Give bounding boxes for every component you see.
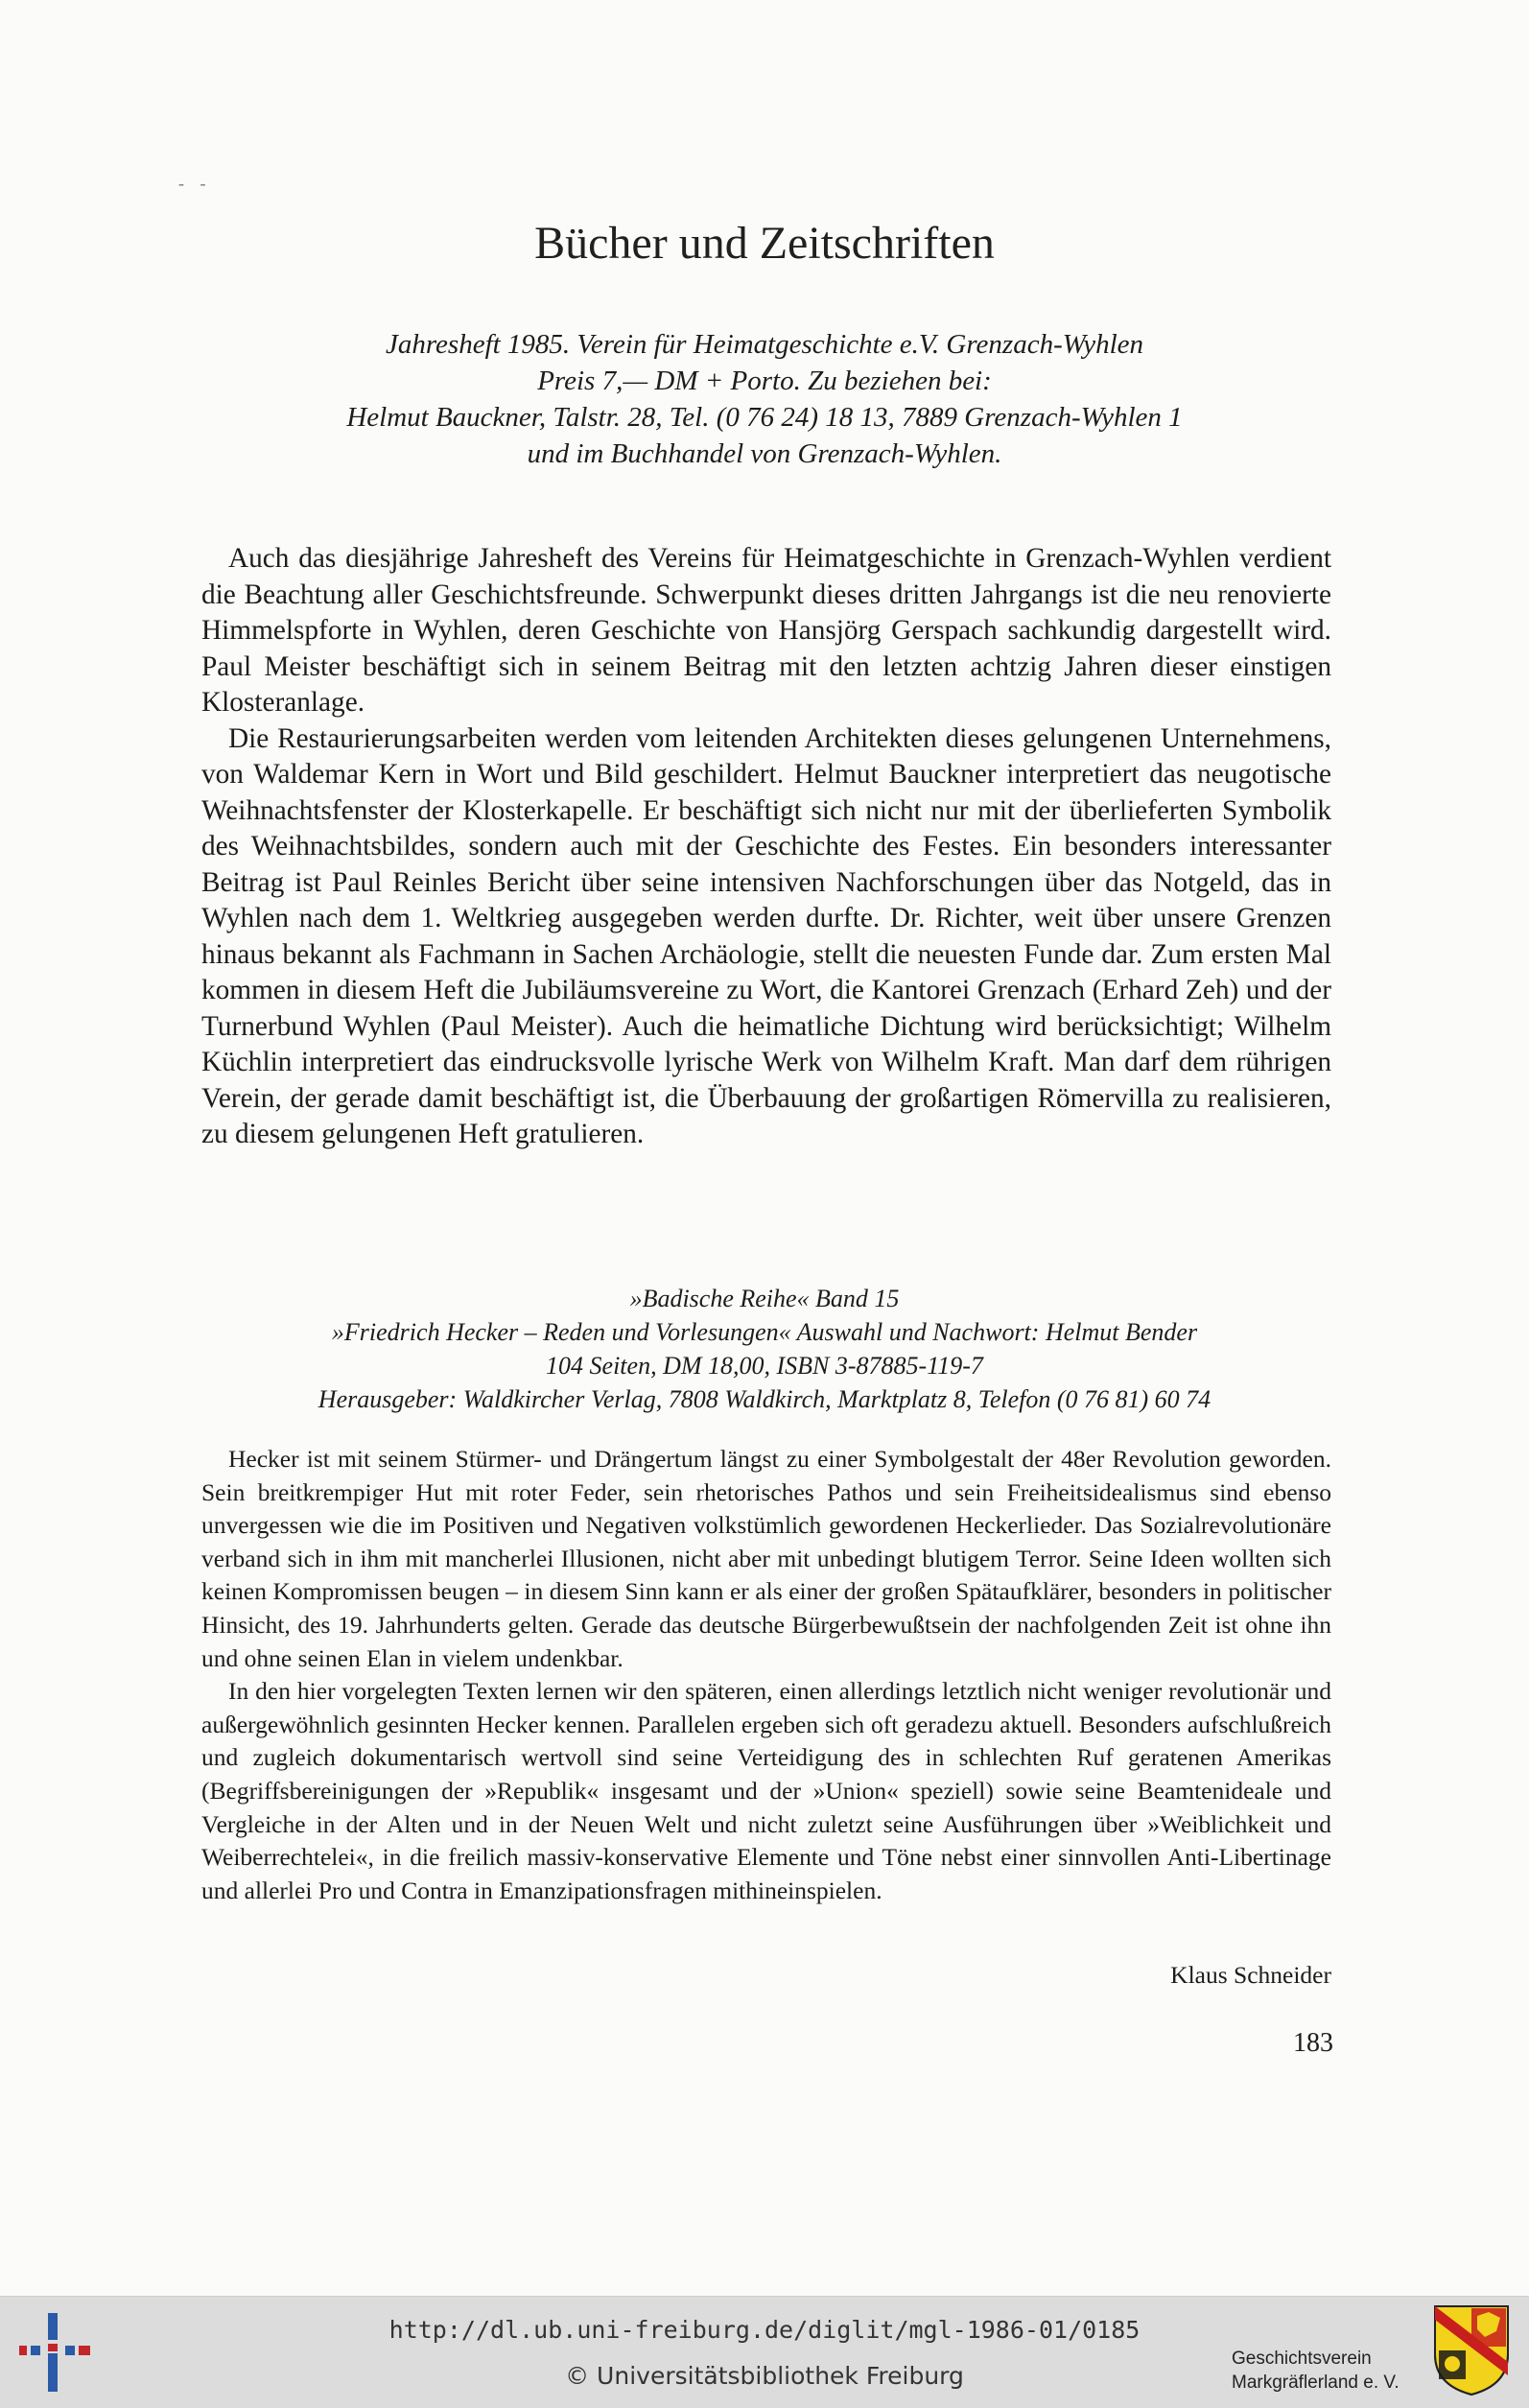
page-number: 183 — [1293, 2028, 1333, 2058]
review2-ref-line: 104 Seiten, DM 18,00, ISBN 3-87885-119-7 — [546, 1352, 983, 1380]
society-line: Markgräflerland e. V. — [1232, 2373, 1400, 2393]
review1-body — [201, 541, 1331, 1153]
society-name — [1232, 2347, 1400, 2395]
review2-ref-line: Herausgeber: Waldkircher Verlag, 7808 Waldkirch, Marktplatz 8, Telefon (0 76 81) 60 74 — [318, 1385, 1211, 1413]
society-line: Geschichtsverein — [1232, 2349, 1372, 2369]
footer-url[interactable]: http://dl.ub.uni-freiburg.de/diglit/mgl-1986-01/0185 — [388, 2316, 1141, 2344]
review2-paragraph: Hecker ist mit seinem Stürmer- und Drängertum längst zu einer Symbolgestalt der 48er Revolution geworden. Sein breitkrempiger Hut mit roter Feder, sein rhetorisches Pathos und sein Freiheitsidealismus sind ebenso unvergessen wie die im Positiven und Negativen volkstümlich gewordenen Heckerlieder. Das Sozialrevolutionäre verband sich in ihm mit mancherlei Illusionen, nicht aber mit unbedingt blutigem Terror. Seine Ideen wollten sich keinen Kompromissen beugen – in diesem Sinn kann er als einer der großen Spätaufklärer, besonders in politischer Hinsicht, des 19. Jahrhunderts gelten. Gerade das deutsche Bürgerbewußtsein der nachfolgenden Zeit ist ohne ihn und ohne seinen Elan in vielem undenkbar. — [201, 1445, 1331, 1672]
review2-reference — [153, 1282, 1376, 1416]
review2-ref-line: »Friedrich Hecker – Reden und Vorlesungen« Auswahl und Nachwort: Helmut Bender — [331, 1318, 1198, 1346]
review1-ref-line: Jahresheft 1985. Verein für Heimatgeschichte e.V. Grenzach-Wyhlen — [385, 329, 1144, 360]
review1-paragraph: Die Restaurierungsarbeiten werden vom leitenden Architekten dieses gelungenen Unternehmens, von Waldemar Kern in Wort und Bild geschildert. Helmut Bauckner interpretiert das neugotische Weihnachtsfenster der Klosterkapelle. Er beschäftigt sich nicht nur mit der überlieferten Symbolik des Weihnachtsbildes, sondern auch mit der Geschichte des Festes. Ein besonders interessanter Beitrag ist Paul Reinles Bericht über seine intensiven Nachforschungen über das Notgeld, das in Wyhlen nach dem 1. Weltkrieg ausgegeben werden durfte. Dr. Richter, weit über unsere Grenzen hinaus bekannt als Fachmann in Sachen Archäologie, stellt die neuesten Funde dar. Zum ersten Mal kommen in diesem Heft die Jubiläumsvereine zu Wort, die Kantorei Grenzach (Erhard Zeh) und der Turnerbund Wyhlen (Paul Meister). Auch die heimatliche Dichtung wird berücksichtigt; Wilhelm Küchlin interpretiert das eindrucksvolle lyrische Werk von Wilhelm Kraft. Man darf dem rührigen Verein, der gerade damit beschäftigt ist, die Überbauung der großartigen Römervilla zu realisieren, zu diesem gelungenen Heft gratulieren. — [201, 722, 1331, 1149]
review2-paragraph: In den hier vorgelegten Texten lernen wir den späteren, einen allerdings letztlich nicht weniger revolutionär und außergewöhnlich gesinnten Hecker kennen. Parallelen ergeben sich oft geradezu aktuell. Besonders aufschlußreich und zugleich dokumentarisch wertvoll sind seine Verteidigung des in schlechten Ruf geratenen Amerikas (Begriffsbereinigungen der »Republik« insgesamt und der »Union« speziell) sowie seine Beamtenideale und Vergleiche in der Alten und in der Neuen Welt und nicht zuletzt seine Ausführungen über »Weiblichkeit und Weiberrechtelei«, in die freilich massiv-konservative Elemente und Töne nebst einer sinnvollen Anti-Libertinage und allerlei Pro und Contra in Emanzipationsfragen mithineinspielen. — [201, 1677, 1331, 1904]
review2-author: Klaus Schneider — [1170, 1961, 1331, 1989]
review1-ref-line: Preis 7,— DM + Porto. Zu beziehen bei: — [537, 366, 992, 396]
review1-reference — [153, 326, 1376, 472]
review1-paragraph: Auch das diesjährige Jahresheft des Vereins für Heimatgeschichte in Grenzach-Wyhlen verdient die Beachtung aller Geschichtsfreunde. Schwerpunkt dieses dritten Jahrgangs ist die neu renovierte Himmelspforte in Wyhlen, deren Geschichte von Hansjörg Gerspach sachkundig dargestellt wird. Paul Meister beschäftigt sich in seinem Beitrag mit den letzten achtzig Jahren dieser einstigen Klosteranlage. — [201, 543, 1331, 718]
page-title: Bücher und Zeitschriften — [534, 218, 995, 269]
review2-ref-line: »Badische Reihe« Band 15 — [629, 1285, 900, 1312]
review1-ref-line: Helmut Bauckner, Talstr. 28, Tel. (0 76 24) 18 13, 7889 Grenzach-Wyhlen 1 — [346, 402, 1183, 433]
footer-copyright: © Universitätsbibliothek Freiburg — [565, 2362, 964, 2390]
coat-of-arms-icon — [1433, 2304, 1510, 2396]
review2-body — [201, 1443, 1331, 1907]
review1-ref-line: und im Buchhandel von Grenzach-Wyhlen. — [527, 438, 1002, 469]
stray-mark: - - — [178, 174, 212, 193]
